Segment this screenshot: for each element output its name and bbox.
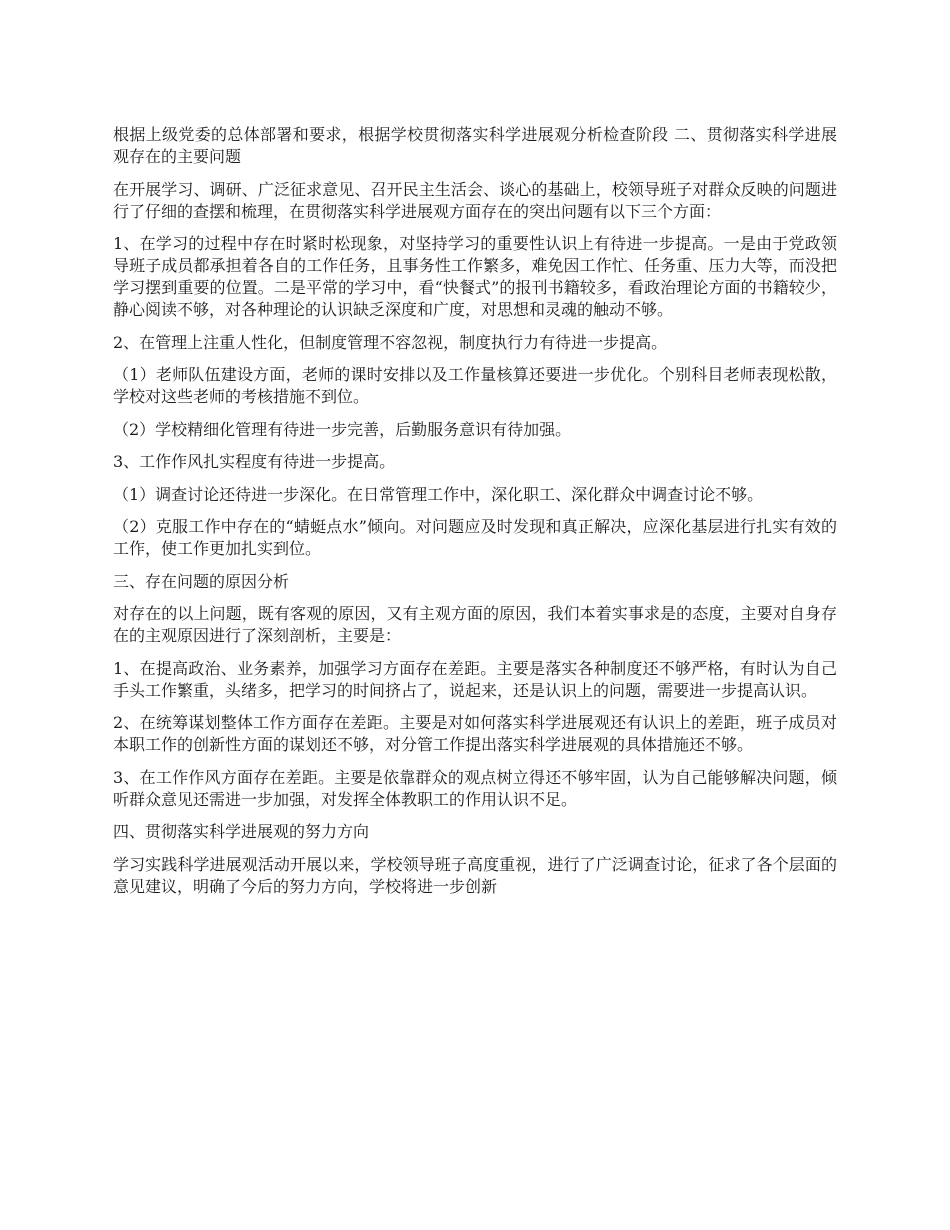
section-3-heading: 三、存在问题的原因分析 — [113, 571, 290, 591]
intro-paragraph: 根据上级党委的总体部署和要求，根据学校贯彻落实科学进展观分析检查阶段 二、贯彻落实科学进展观存在的主要问题 — [113, 125, 837, 166]
cause-3-paragraph: 3、在工作作风方面存在差距。主要是依靠群众的观点树立得还不够牢固，认为自己能够解决问题，倾听群众意见还需进一步加强，对发挥全体教职工的作用认识不足。 — [113, 767, 837, 809]
problem-2-paragraph: 2、在管理上注重人性化，但制度管理不容忽视，制度执行力有待进一步提高。 — [113, 332, 668, 352]
causes-overview-paragraph: 对存在的以上问题，既有客观的原因，又有主观方面的原因，我们本着实事求是的态度，主要对自身存在的主观原因进行了深刻剖析，主要是： — [113, 604, 837, 645]
problem-1-paragraph: 1、在学习的过程中存在时紧时松现象，对坚持学习的重要性认识上有待进一步提高。一是由于党政领导班子成员都承担着各自的工作任务，且事务性工作繁多，难免因工作忙、任务重、压力大等，而没把学习摆到重要的位置。二是平常的学习中，看“快餐式”的报刊书籍较多，看政治理论方面的书籍较少，静心阅读不够，对各种理论的认识缺乏深度和广度，对思想和灵魂的触动不够。 — [113, 234, 837, 319]
problem-2-item-1-paragraph: （1）老师队伍建设方面，老师的课时安排以及工作量核算还要进一步优化。个别科目老师表现松散，学校对这些老师的考核措施不到位。 — [113, 365, 837, 406]
problem-3-paragraph: 3、工作作风扎实程度有待进一步提高。 — [113, 452, 396, 471]
cause-2-paragraph: 2、在统筹谋划整体工作方面存在差距。主要是对如何落实科学进展观还有认识上的差距，班子成员对本职工作的创新性方面的谋划还不够，对分管工作提出落实科学进展观的具体措施还不够。 — [113, 713, 837, 754]
document-page — [113, 124, 837, 908]
problems-overview-paragraph: 在开展学习、调研、广泛征求意见、召开民主生活会、谈心的基础上，校领导班子对群众反映的问题进行了仔细的查摆和梳理，在贯彻落实科学进展观方面存在的突出问题有以下三个方面： — [113, 179, 837, 221]
problem-3-item-2-paragraph: （2）克服工作中存在的“蜻蜓点水”倾向。对问题应及时发现和真正解决，应深化基层进行扎实有效的工作，使工作更加扎实到位。 — [113, 517, 837, 558]
direction-paragraph: 学习实践科学进展观活动开展以来，学校领导班子高度重视，进行了广泛调查讨论，征求了各个层面的意见建议，明确了今后的努力方向，学校将进一步创新 — [113, 854, 837, 896]
section-4-heading: 四、贯彻落实科学进展观的努力方向 — [113, 822, 370, 841]
problem-3-item-1-paragraph: （1）调查讨论还待进一步深化。在日常管理工作中，深化职工、深化群众中调查讨论不够。 — [113, 484, 764, 504]
problem-2-item-2-paragraph: （2）学校精细化管理有待进一步完善，后勤服务意识有待加强。 — [113, 419, 572, 439]
cause-1-paragraph: 1、在提高政治、业务素养，加强学习方面存在差距。主要是落实各种制度还不够严格，有时认为自己手头工作繁重，头绪多，把学习的时间挤占了，说起来，还是认识上的问题，需要进一步提高认识。 — [113, 658, 837, 700]
